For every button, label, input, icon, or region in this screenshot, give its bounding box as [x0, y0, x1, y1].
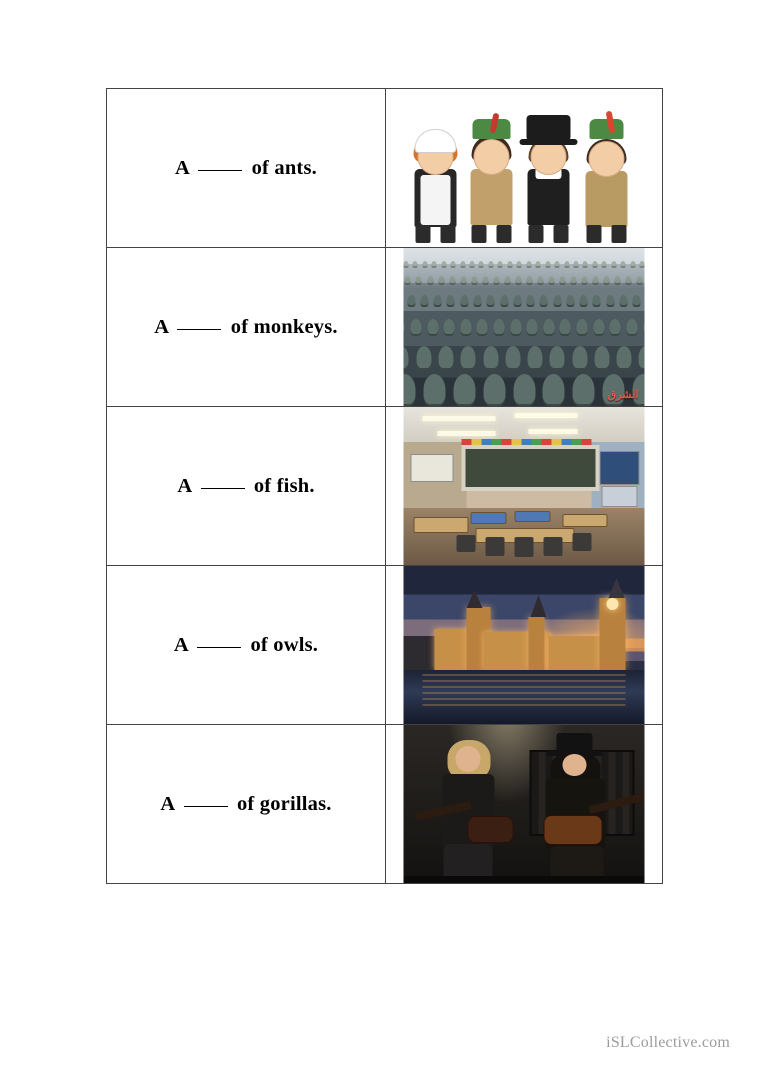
- sentence-cell-1: [107, 89, 386, 248]
- table-row: [107, 566, 663, 725]
- central-tower: [529, 617, 545, 671]
- image-cell-1: [386, 89, 663, 248]
- guitar-body: [544, 815, 603, 845]
- image-cell-4: [386, 566, 663, 725]
- big-ben-spire: [608, 578, 624, 598]
- sentence-prefix: A: [173, 633, 188, 656]
- answer-blank[interactable]: [177, 329, 221, 330]
- sentence-cell-3: [107, 407, 386, 566]
- parliament-wing-right: [548, 636, 601, 671]
- river-thames: [404, 670, 645, 724]
- building-left: [404, 636, 438, 671]
- collective-nouns-table: [106, 88, 663, 884]
- answer-blank[interactable]: [197, 647, 241, 648]
- ceiling-light: [529, 429, 577, 434]
- image-cell-5: [386, 725, 663, 884]
- chair: [457, 535, 476, 552]
- sentence-cell-4: [107, 566, 386, 725]
- image-cell-3: [386, 407, 663, 566]
- photo-highlight: [404, 248, 645, 289]
- sentence-suffix: of owls.: [250, 633, 319, 656]
- desk: [413, 517, 468, 533]
- site-watermark: iSLCollective.com: [606, 1034, 730, 1051]
- sentence-cell-2: [107, 248, 386, 407]
- chair: [572, 533, 591, 550]
- tower-spire: [466, 590, 482, 608]
- sentence-prefix: A: [175, 156, 189, 179]
- top-hat: [556, 733, 592, 753]
- guitarist-left: [423, 731, 519, 883]
- wall-poster: [411, 454, 454, 481]
- sentence-prefix: A: [154, 315, 169, 338]
- head: [563, 754, 586, 776]
- native-boy-figure: [466, 113, 518, 243]
- desk: [471, 512, 507, 523]
- table-row: [107, 407, 663, 566]
- sentence-suffix: of gorillas.: [236, 792, 332, 815]
- photo-watermark: الشرق: [607, 389, 639, 401]
- sentence-cell-5: [107, 725, 386, 884]
- cartoon-pilgrims-group-image: [404, 89, 645, 247]
- pilgrim-boy-figure: [522, 111, 576, 243]
- ceiling-light: [514, 413, 577, 418]
- desk: [514, 511, 550, 522]
- guitarist-right: [529, 728, 635, 883]
- answer-blank[interactable]: [201, 488, 245, 489]
- houses-of-parliament-big-ben-image: [404, 566, 645, 724]
- pilgrim-girl-figure: [410, 115, 462, 243]
- rock-band-guitarists-image: [404, 725, 645, 883]
- sentence-prefix: A: [160, 792, 175, 815]
- chair: [543, 537, 562, 556]
- ceiling-light: [437, 431, 495, 436]
- desk: [563, 514, 608, 527]
- sentence-suffix: of fish.: [253, 474, 315, 497]
- native-boy-figure-2: [580, 115, 634, 243]
- empty-classroom-image: [404, 407, 645, 565]
- soldiers-marching-formation-image: [404, 248, 645, 406]
- stage-edge: [404, 876, 645, 883]
- sentence-suffix: of monkeys.: [230, 315, 338, 338]
- table-row: [107, 248, 663, 407]
- wall-poster: [602, 486, 638, 507]
- wall-poster: [599, 451, 640, 485]
- chalkboard: [461, 445, 599, 491]
- table-row: [107, 89, 663, 248]
- answer-blank[interactable]: [184, 806, 228, 807]
- guitar-body: [467, 816, 513, 842]
- sentence-prefix: A: [177, 474, 192, 497]
- ceiling-light: [423, 416, 495, 421]
- chair: [514, 537, 533, 558]
- answer-blank[interactable]: [198, 170, 242, 171]
- tower-spire: [530, 595, 546, 617]
- table-row: [107, 725, 663, 884]
- chair: [485, 537, 504, 556]
- clock-face: [606, 598, 618, 610]
- image-cell-2: [386, 248, 663, 407]
- sentence-suffix: of ants.: [251, 156, 317, 179]
